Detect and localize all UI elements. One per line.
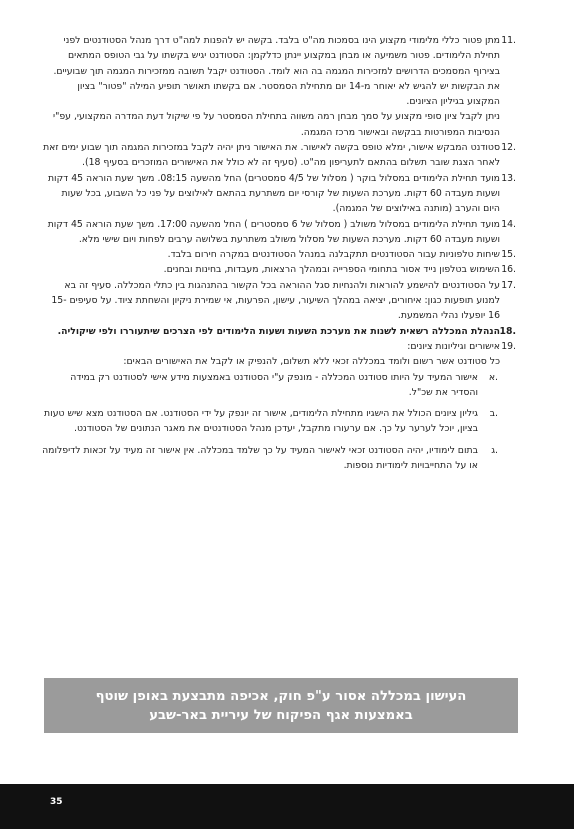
regulation-item xyxy=(42,33,516,140)
sub-item-letter: ג. xyxy=(491,444,498,456)
item-number: 12. xyxy=(501,142,516,154)
regulations-list xyxy=(42,33,516,479)
sub-item-text: בתום לימודיו, יהיה הסטודנט זכאי לאישור המעיד על כך שלמד במכללה. אין אישור זה מעיד על זכאות לדיפלומה או על התחייבויות לימודיות נוספות. xyxy=(42,444,478,472)
no-smoking-banner xyxy=(44,678,518,733)
page-footer xyxy=(0,784,574,829)
item-paragraph: השימוש בטלפון נייד אסור בתחומי הספרייה ובמהלך הרצאות, מעבדות, בחינות ובחנים. xyxy=(163,264,500,276)
sub-item xyxy=(42,406,516,437)
banner-line-1: העישון במכללה אסור ע"פ חוק, אכיפה מתבצעת באופן שוטף xyxy=(95,688,467,704)
banner-line-2: באמצעות אגף הפיקוח של עיריית באר-שבע xyxy=(149,707,413,723)
regulation-item xyxy=(42,247,516,262)
item-number: 13. xyxy=(501,172,516,184)
regulation-item xyxy=(42,140,516,171)
item-paragraph: כל סטודנט אשר רשום ולומד במכללה זכאי ללא תשלום, להנפיק או לקבל את האישורים הבאים: xyxy=(123,356,500,368)
sub-item xyxy=(42,443,516,474)
item-number: 16. xyxy=(501,264,516,276)
page-number: 35 xyxy=(50,797,63,807)
sub-item-text: גיליון ציונים הכולל את הישגיו מתחילת הלימודים, אישור זה יונפק על ידי הסטודנט. אם הסטודנט מצא שיש טעות בציון, יוכל לערער על כך. אם ערעורו מתקבל, יעדכן מנהל הסטודנטים את מאגר הנתונים של הסטודנט. xyxy=(44,408,478,435)
regulation-item xyxy=(42,339,516,370)
item-paragraph: מתן פטור כללי מלימודי מקצוע הינו בסמכות מה"ט בלבד. בקשה יש להפנות למה"ט דרך מנהל הסטודנטים לפני תחילת הלימודים. פטור משמיעה או מבחן במקצוע יינתן כדלקמן: הסטודנט יגיש בקשתו על גבי הטופס המתאים בצירוף המסמכים הדרושים למזכירות המגמה בה הוא לומד. הסטודנט יקבל תשובה ממזכירות המגמה תוך שבועיים. את הבקשות יש להגיש לא יאוחר מ-14 יום מתחילת הסמסטר. אם בקשתו תאושר תופיע המילה "פטור" בציון המקצוע בגיליון הציונים. xyxy=(53,35,500,108)
item-number: 17. xyxy=(501,279,516,291)
regulation-item xyxy=(42,171,516,217)
item-number: 14. xyxy=(501,218,516,230)
item-paragraph: אישורים וגיליונות ציונים: xyxy=(407,340,500,352)
item-paragraph: שיחות טלפוניות עבור הסטודנטים תתקבלנה במנהל הסטודנטים במקרה חירום בלבד. xyxy=(167,249,500,261)
item-number: 11. xyxy=(501,35,516,46)
item-paragraph: הנהלת המכללה רשאית לשנות את מערכת השעות ושעות הלימודים לפי הצרכים שיתעוררו ולפי שיקוליה. xyxy=(57,325,500,337)
item-paragraph: ניתן לקבל ציון סופי מקצוע על סמך מבחן רמה משווה בתחילת הסמסטר על פי שיקול דעת המדרה המקצועי, עפ"י הנסיבות המפורטות בבקשה ובאישור מרכז המגמה. xyxy=(53,111,500,138)
item-number: 19. xyxy=(501,340,516,352)
regulation-item xyxy=(42,217,516,248)
sub-item-letter: ב. xyxy=(489,408,498,420)
sub-item-text: אישור המעיד על היותו סטודנט המכללה - מונפק ע"י הסטודנט באמצעות מידע אישי לסטודנט רק במידה והסדיר את שכ"ל. xyxy=(70,371,478,398)
item-paragraph: מועד תחילת הלימודים במסלול משולב ( מסלול של 6 סמסטרים ) החל מהשעה 17:00. משך שעת הוראה 45 דקות ושעות מעבדה 60 דקות. מערכת השעות של מסלול משולב משתרעת בשלושה ערבים לפחות ויום שישי מלא. xyxy=(47,218,500,245)
item-paragraph: סטודנט המבקש אישור, ימלא טופס בקשה לאישור. את האישור ניתן יהיה לקבל במזכירות המגמה תוך שבוע ימים זאת לאחר הצגת שובר תשלום בהתאם לתעריפון מה"ט. (סעיף זה לא כולל את האישורים המוזכרים בסעיף 18). xyxy=(43,142,500,169)
item-paragraph: על הסטודנטים להישמע להוראות ולהנחיות סגל ההוראה בכל הקשור בהתנהגות בין כתלי המכללה. סעיף זה בא למנוע תופעות כגון: איחורים, יציאה במהלך השיעור, עישון, הפרעות, אי שמירת ניקיון והשחתת ציוד. על סעיפים 15-16 יופעלו נהלי המשמעת. xyxy=(51,279,500,322)
regulation-item xyxy=(42,324,516,339)
regulation-item xyxy=(42,262,516,277)
regulation-item xyxy=(42,278,516,324)
item-number: 15. xyxy=(501,249,516,261)
sub-item xyxy=(42,370,516,401)
sub-item-letter: א. xyxy=(488,371,498,383)
item-number: 18. xyxy=(499,325,516,337)
item-paragraph: מועד תחילת הלימודים במסלול בוקר ( מסלול של 4/5 סמסטרים) החל מהשעה 08:15. משך שעת הוראה 45 דקות ושעות מעבדה 60 דקות. מערכת השעות של קורסי יום משתרעת בהתאם לאילוצים על פני כל השבוע, בכל שעות היום והערב (מותנה באילוצים של המגמה). xyxy=(47,172,500,215)
